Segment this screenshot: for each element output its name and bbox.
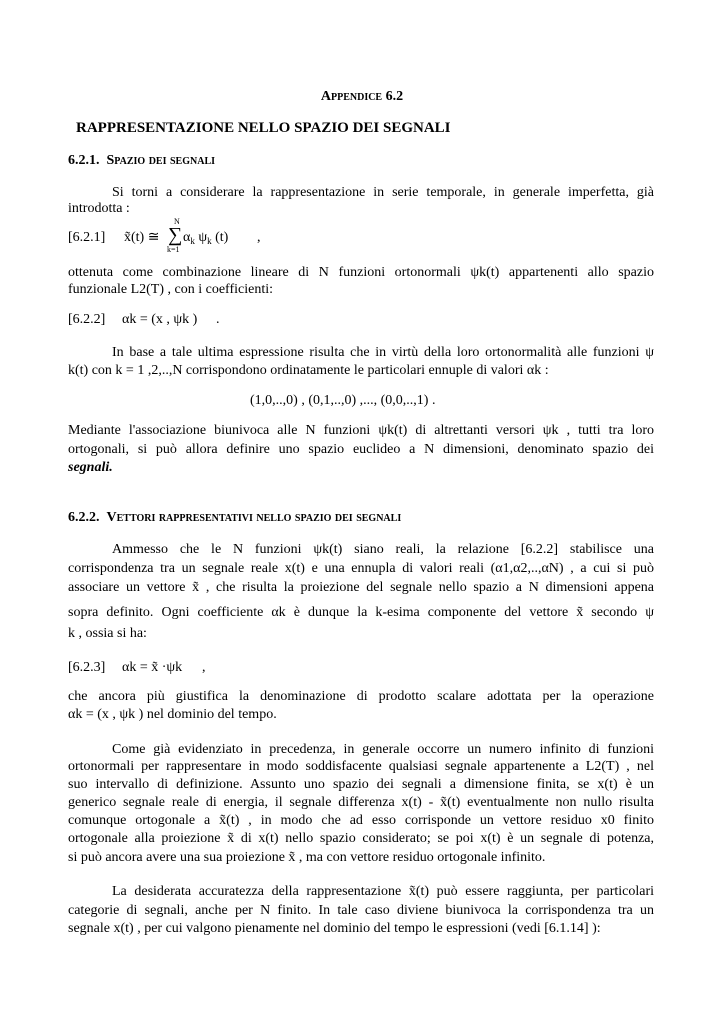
paragraph-line: Si torni a considerare la rappresentazione in serie temporale, in generale imperfetta, già: [112, 185, 654, 200]
section-number: 6.2.1.: [68, 153, 100, 168]
equation-6-2-2: αk = (x , ψk ): [122, 312, 198, 327]
paragraph-line: La desiderata accuratezza della rappresentazione x̃(t) può essere raggiunta, per particolari: [112, 884, 654, 899]
section-heading-6-2-2: [68, 509, 401, 526]
section-title: Spazio dei segnali: [106, 153, 216, 168]
paragraph-line: funzionale L2(T) , con i coefficienti:: [68, 282, 273, 297]
equation-6-2-3: αk = x̃ ·ψk: [122, 660, 183, 675]
tuples-line: (1,0,..,0) , (0,1,..,0) ,..., (0,0,..,1) .: [250, 393, 436, 408]
equation-lhs: x̃(t) ≅: [124, 230, 160, 245]
summation-symbol: ∑: [168, 224, 183, 246]
equation-rhs: $\alpha_k$ $\psi_k$ (t): [183, 230, 229, 246]
paragraph-line: ortogonale alla proiezione x̃ di x(t) nello spazio considerato; se poi x(t) è un segnale di potenza,: [68, 831, 654, 846]
paragraph-line: αk = (x , ψk ) nel dominio del tempo.: [68, 707, 277, 722]
paragraph-line: Come già evidenziato in precedenza, in generale occorre un numero infinito di funzioni: [112, 742, 654, 757]
appendix-heading: Appendice 6.2: [320, 89, 404, 104]
main-title: RAPPRESENTAZIONE NELLO SPAZIO DEI SEGNALI: [76, 120, 451, 136]
paragraph-line: ortogonali, si può allora definire uno spazio euclideo a N dimensioni, denominato spazio dei: [68, 442, 654, 457]
paragraph-line: categorie di segnali, anche per N finito. In tale caso diviene biunivoca la corrispondenza tra un: [68, 903, 654, 918]
equation-trail: ,: [202, 660, 206, 675]
paragraph-line: ottenuta come combinazione lineare di N funzioni ortonormali ψk(t) appartenenti allo spazio: [68, 265, 654, 280]
equation-tag: [6.2.2]: [68, 312, 106, 327]
equation-trail: ,: [257, 230, 261, 245]
paragraph-line: segnali.: [68, 460, 113, 475]
paragraph-line: ortonormali per rappresentare in modo soddisfacente qualsiasi segnale appartenente a L2(T) , nel: [68, 759, 654, 774]
paragraph-line: che ancora più giustifica la denominazione di prodotto scalare adottata per la operazione: [68, 689, 654, 704]
paragraph-line: introdotta :: [68, 201, 130, 216]
sum-lower-limit: k=1: [167, 245, 180, 254]
paragraph-line: comunque ortogonale a x̃(t) , in modo che ad esso corrisponde un vettore residuo x0 finito: [68, 813, 654, 828]
equation-trail: .: [216, 312, 220, 327]
paragraph-line: associare un vettore x̃ , che risulta la proiezione del segnale nello spazio a N dimensioni appena: [68, 580, 654, 595]
section-number: 6.2.2.: [68, 510, 100, 525]
paragraph-line: In base a tale ultima espressione risulta che in virtù della loro ortonormalità alle funzioni ψ: [112, 345, 654, 360]
paragraph-line: si può ancora avere una sua proiezione x̃ , ma con vettore residuo ortogonale infinito.: [68, 850, 546, 865]
paragraph-line: k(t) con k = 1 ,2,..,N corrispondono ordinatamente le particolari ennuple di valori αk :: [68, 363, 549, 378]
paragraph-line: generico segnale reale di energia, il segnale differenza x(t) - x̃(t) eventualmente non nullo risulta: [68, 795, 654, 810]
paragraph-line: segnale x(t) , per cui valgono pienamente nel dominio del tempo le espressioni (vedi [6.1.14] ):: [68, 921, 601, 936]
equation-tag: [6.2.1]: [68, 230, 106, 245]
paragraph-line: corrispondenza tra un segnale reale x(t) e una ennupla di valori reali (α1,α2,..,αN) , a cui si può: [68, 561, 654, 576]
paragraph-line: sopra definito. Ogni coefficiente αk è dunque la k-esima componente del vettore x̃ secondo ψ: [68, 605, 654, 620]
section-heading-6-2-1: [68, 152, 215, 169]
sum-upper-limit: N: [174, 217, 180, 226]
equation-tag: [6.2.3]: [68, 660, 106, 675]
paragraph-line: k , ossia si ha:: [68, 626, 147, 641]
paragraph-line: Ammesso che le N funzioni ψk(t) siano reali, la relazione [6.2.2] stabilisce una: [112, 542, 654, 557]
paragraph-line: suo intervallo di definizione. Assunto uno spazio dei segnali a dimensione finita, se x(t) è un: [68, 777, 654, 792]
paragraph-line: Mediante l'associazione biunivoca alle N funzioni ψk(t) di altrettanti versori ψk , tutti tra loro: [68, 423, 654, 438]
section-title: Vettori rappresentativi nello spazio dei segnali: [106, 510, 402, 525]
